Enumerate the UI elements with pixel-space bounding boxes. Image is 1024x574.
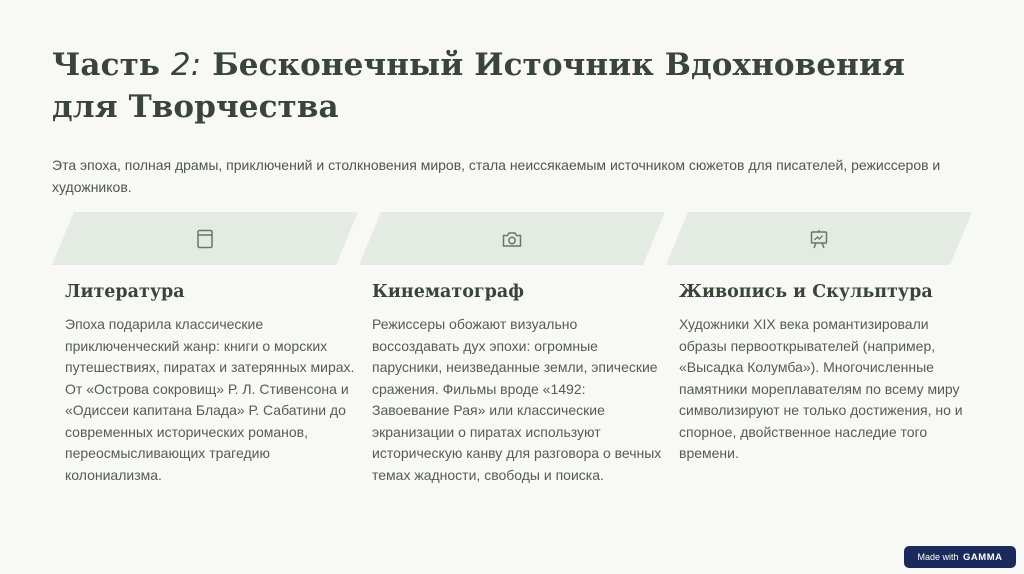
card-title: Кинематограф: [372, 282, 524, 302]
slide-title: [52, 44, 952, 128]
title-prefix: Часть: [52, 47, 171, 83]
card-banner: [359, 212, 665, 265]
card-banner: [666, 212, 972, 265]
easel-icon: [807, 227, 831, 251]
book-icon: [193, 227, 217, 251]
card-text: Режиссеры обожают визуально воссоздавать дух эпохи: огромные парусники, неизведанные земли, эпические сражения. Фильмы вроде «1492: Завоевание Рая» или классические экранизации о пиратах используют историческую канву для разговора о вечных темах жадности, свободы и поиска.: [372, 316, 662, 483]
card-cinema: [372, 212, 662, 486]
made-with-gamma-badge[interactable]: [904, 546, 1016, 568]
card-painting: [679, 212, 969, 465]
card-literature: [65, 212, 355, 486]
intro-paragraph: Эта эпоха, полная драмы, приключений и столкновения миров, стала неиссякаемым источником сюжетов для писателей, режиссеров и художников.: [52, 157, 941, 195]
title-main: Бесконечный Источник Вдохновения для Творчества: [52, 47, 906, 125]
card-title: Живопись и Скульптура: [679, 282, 933, 302]
title-number: 2:: [170, 47, 202, 83]
camera-icon: [500, 227, 524, 251]
card-text: Художники XIX века романтизировали образы первооткрывателей (например, «Высадка Колумба»). Многочисленные памятники мореплавателям по всему миру символизируют не только достижения, но и спорное, двойственное наследие того времени.: [679, 316, 963, 461]
card-title: Литература: [65, 282, 185, 302]
card-text: Эпоха подарила классические приключенческий жанр: книги о морских путешествиях, пиратах и затерянных мирах. От «Острова сокровищ» Р. Л. Стивенсона и «Одиссеи капитана Блада» Р. Сабатини до современных исторических романов, переосмысливающих трагедию колониализма.: [65, 316, 355, 483]
badge-prefix: Made with: [917, 552, 959, 562]
card-banner: [52, 212, 358, 265]
gamma-logo-text: GAMMA: [963, 552, 1003, 563]
